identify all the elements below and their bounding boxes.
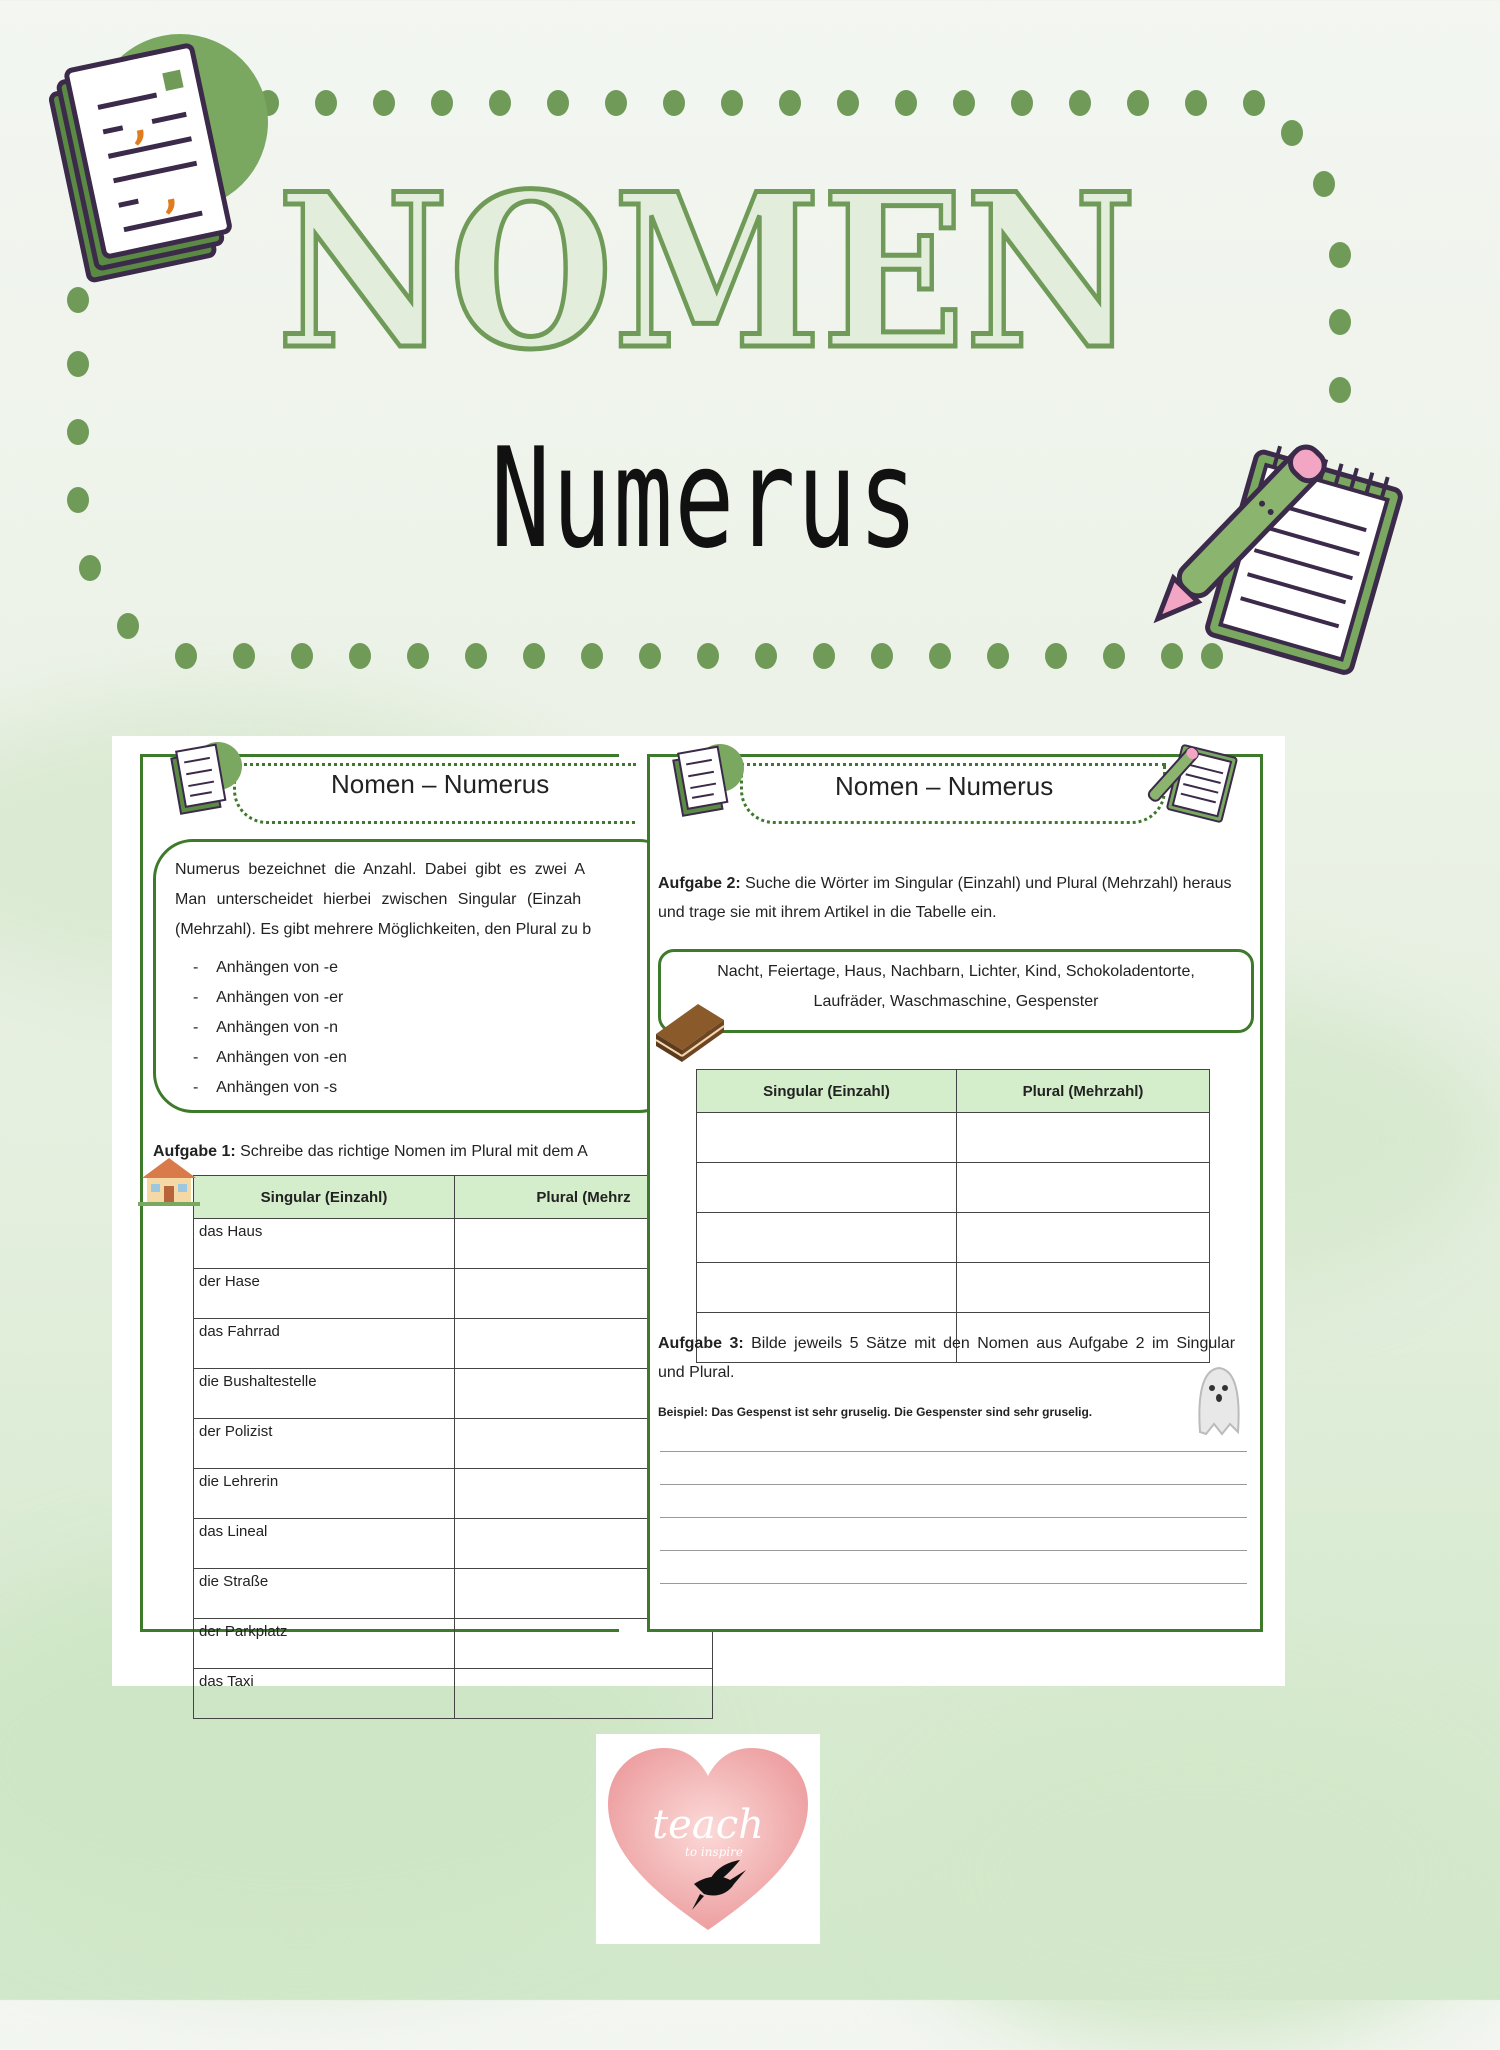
table-cell: die Bushaltestelle <box>194 1369 455 1419</box>
small-notepad-icon <box>1140 738 1240 824</box>
task3-label: Aufgabe 3: <box>658 1335 744 1352</box>
table-header: Plural (Mehrz <box>455 1176 713 1219</box>
worksheet-preview <box>112 736 1285 1690</box>
answer-cell[interactable] <box>957 1163 1210 1213</box>
task3-text: Bilde jeweils 5 Sätze mit den Nomen aus Aufgabe 2 im Singular <box>743 1335 1236 1352</box>
table-row <box>194 1419 713 1469</box>
page-title-text: NOMEN <box>277 147 1137 396</box>
task2-text: Suche die Wörter im Singular (Einzahl) und Plural (Mehrzahl) heraus <box>740 875 1232 892</box>
bullet-text: Anhängen von -er <box>216 989 344 1006</box>
table-cell: die Lehrerin <box>194 1469 455 1519</box>
table-row <box>697 1113 1210 1163</box>
table-row <box>194 1669 713 1719</box>
task3-text: und Plural. <box>658 1364 735 1381</box>
writing-line[interactable] <box>660 1583 1247 1584</box>
page-subtitle: Numerus <box>490 418 920 579</box>
table-cell: der Hase <box>194 1269 455 1319</box>
table-row <box>697 1263 1210 1313</box>
table-cell: das Taxi <box>194 1669 455 1719</box>
svg-text:,: , <box>124 93 152 150</box>
table-row <box>194 1219 713 1269</box>
table-cell: die Straße <box>194 1569 455 1619</box>
table-row <box>194 1619 713 1669</box>
table-cell: das Fahrrad <box>194 1319 455 1369</box>
task1-label: Aufgabe 1: <box>153 1143 236 1160</box>
bullet-text: Anhängen von -s <box>216 1079 338 1096</box>
answer-cell[interactable] <box>697 1263 957 1313</box>
ghost-icon <box>1192 1362 1246 1438</box>
task1-table <box>193 1175 713 1719</box>
task1-text: Schreibe das richtige Nomen im Plural mit dem A <box>235 1143 588 1160</box>
table-row <box>194 1569 713 1619</box>
logo-tagline: to inspire <box>685 1845 743 1859</box>
table-row <box>194 1319 713 1369</box>
logo-text: teach <box>652 1802 764 1848</box>
table-header: Singular (Einzahl) <box>194 1176 455 1219</box>
watercolor-wash <box>900 1700 1500 2050</box>
task2-heading <box>658 869 1232 899</box>
table-cell: das Lineal <box>194 1519 455 1569</box>
answer-cell[interactable] <box>957 1213 1210 1263</box>
task3-heading <box>658 1329 1235 1359</box>
table-header: Singular (Einzahl) <box>697 1070 957 1113</box>
bullet-text: Anhängen von -en <box>216 1049 347 1066</box>
table-cell: der Parkplatz <box>194 1619 455 1669</box>
table-header: Plural (Mehrzahl) <box>957 1070 1210 1113</box>
house-icon <box>138 1154 200 1206</box>
left-sheet-title: Nomen – Numerus <box>331 769 550 799</box>
bullet-text: Anhängen von -e <box>216 959 338 976</box>
table-row <box>194 1269 713 1319</box>
bullet-item: - Anhängen von -e <box>193 959 338 976</box>
task2-table <box>696 1069 1210 1363</box>
bullet-item: - Anhängen von -en <box>193 1049 347 1066</box>
intro-line: Numerus bezeichnet die Anzahl. Dabei gibt es zwei A <box>175 861 585 878</box>
answer-cell[interactable] <box>957 1263 1210 1313</box>
answer-cell[interactable] <box>455 1669 713 1719</box>
bullet-item: - Anhängen von -er <box>193 989 344 1006</box>
task2-label: Aufgabe 2: <box>658 875 741 892</box>
answer-cell[interactable] <box>697 1163 957 1213</box>
table-row <box>697 1213 1210 1263</box>
table-row <box>194 1519 713 1569</box>
document-icon <box>30 32 245 282</box>
bullet-item: - Anhängen von -s <box>193 1079 338 1096</box>
word-list: Laufräder, Waschmaschine, Gespenster <box>813 993 1099 1010</box>
notepad-pen-icon <box>1150 428 1410 673</box>
small-document-icon <box>662 740 742 820</box>
intro-line: Man unterscheidet hierbei zwischen Singular (Einzah <box>175 891 582 908</box>
bullet-text: Anhängen von -n <box>216 1019 338 1036</box>
example-sentence: Beispiel: Das Gespenst ist sehr gruselig. Die Gespenster sind sehr gruselig. <box>658 1405 1093 1419</box>
svg-text:,: , <box>155 162 183 219</box>
heart-logo-icon <box>596 1734 820 1944</box>
table-cell: das Haus <box>194 1219 455 1269</box>
writing-line[interactable] <box>660 1484 1247 1485</box>
answer-cell[interactable] <box>957 1113 1210 1163</box>
right-worksheet <box>647 754 1263 1632</box>
table-row <box>697 1163 1210 1213</box>
word-list: Nacht, Feiertage, Haus, Nachbarn, Lichter, Kind, Schokoladentorte, <box>717 963 1195 980</box>
task1-heading <box>153 1137 588 1167</box>
small-document-icon <box>160 738 240 818</box>
writing-line[interactable] <box>660 1517 1247 1518</box>
table-row <box>194 1469 713 1519</box>
bullet-item: - Anhängen von -n <box>193 1019 338 1036</box>
table-cell: der Polizist <box>194 1419 455 1469</box>
task2-text: und trage sie mit ihrem Artikel in die Tabelle ein. <box>658 904 997 921</box>
brand-logo <box>596 1734 820 1944</box>
table-row <box>194 1369 713 1419</box>
answer-cell[interactable] <box>697 1213 957 1263</box>
left-worksheet <box>140 754 631 1690</box>
answer-cell[interactable] <box>697 1113 957 1163</box>
cake-icon <box>652 1000 728 1064</box>
right-sheet-title: Nomen – Numerus <box>835 771 1054 801</box>
writing-line[interactable] <box>660 1451 1247 1452</box>
page-title <box>272 147 1142 396</box>
writing-line[interactable] <box>660 1550 1247 1551</box>
intro-line: (Mehrzahl). Es gibt mehrere Möglichkeiten, den Plural zu b <box>175 921 592 938</box>
